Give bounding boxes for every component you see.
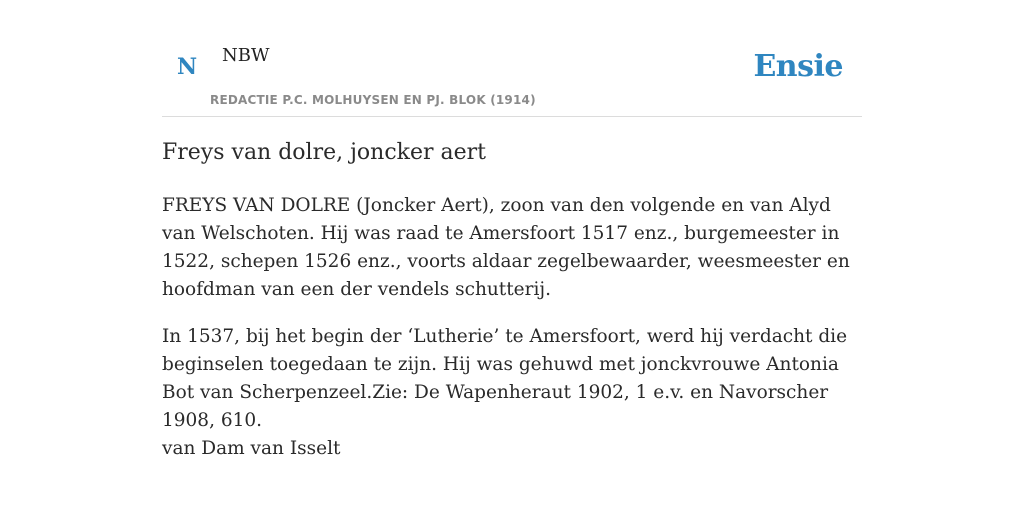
- source-subtitle: REDACTIE P.C. MOLHUYSEN EN PJ. BLOK (1914): [210, 93, 536, 107]
- article-author: van Dam van Isselt: [162, 438, 341, 459]
- source-logo[interactable]: N: [177, 54, 198, 80]
- page-container: [162, 0, 862, 459]
- page-title: Freys van dolre, joncker aert: [162, 140, 487, 165]
- source-header: [162, 0, 862, 117]
- ensie-logo[interactable]: Ensie: [753, 49, 843, 84]
- article-paragraph-1: FREYS VAN DOLRE (Joncker Aert), zoon van den volgende en van Alyd van Welschoten. Hij was raad te Amersfoort 1517 enz., burgemeester in 1522, schepen 1526 enz., voorts aldaar zegelbewaarder, weesmeester en hoofdman van een der vendels schutterij.: [162, 195, 850, 300]
- source-title[interactable]: NBW: [222, 45, 270, 66]
- article-paragraph-2: In 1537, bij het begin der ‘Lutherie’ te Amersfoort, werd hij verdacht die beginselen toegedaan te zijn. Hij was gehuwd met jonckvrouwe Antonia Bot van Scherpenzeel.Zie: De Wapenheraut 1902, 1 e.v. en Navorscher 1908, 610.: [162, 326, 848, 431]
